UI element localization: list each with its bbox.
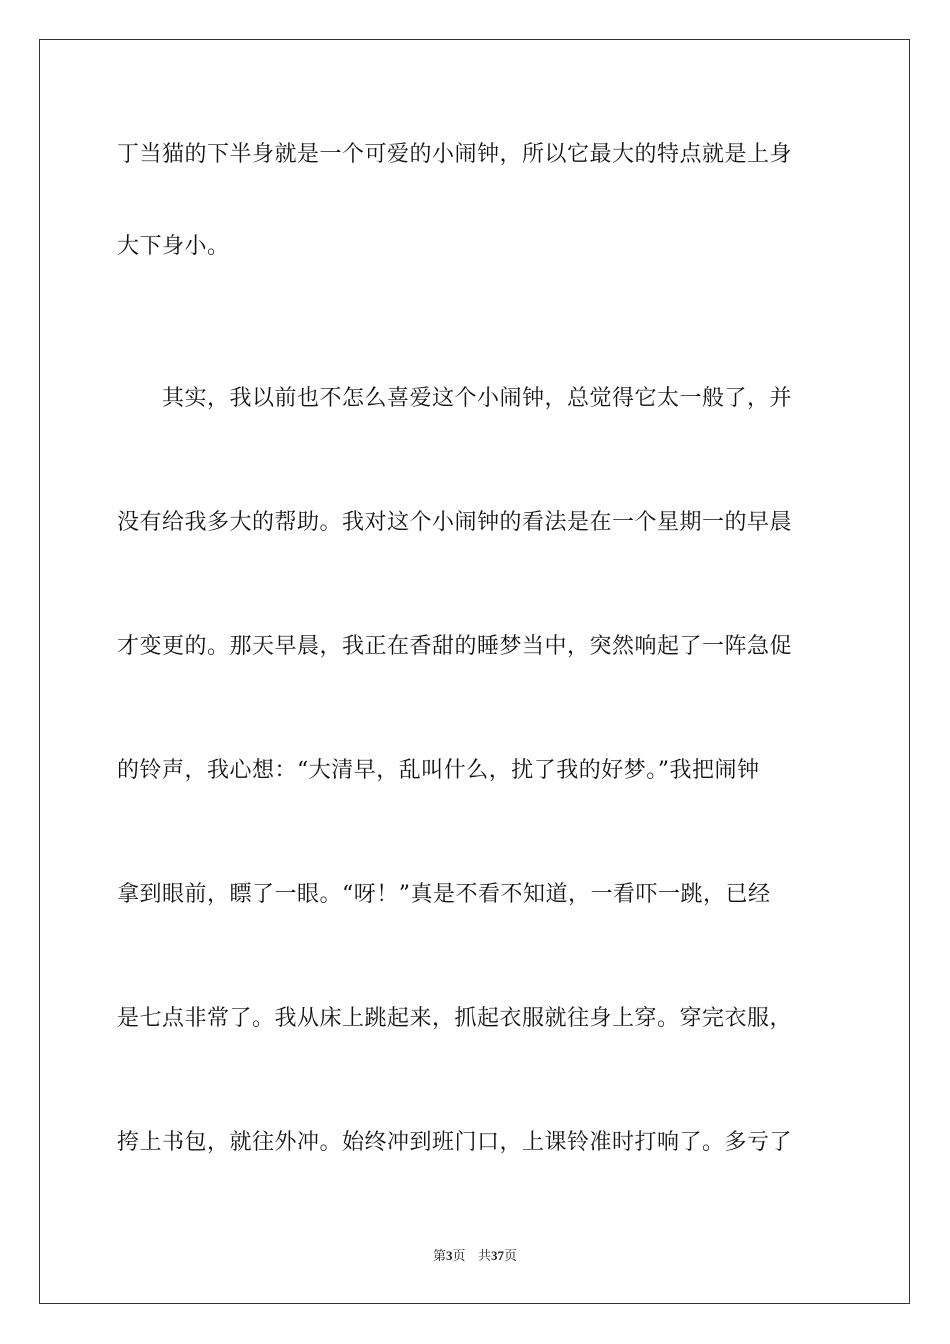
page-footer [0,1247,950,1266]
footer-page-number: 3 [446,1248,453,1263]
body-text-line: 的铃声，我心想：“大清早，乱叫什么，扰了我的好梦。”我把闹钟 [117,758,760,783]
body-text-line: 是七点非常了。我从床上跳起来，抓起衣服就往身上穿。穿完衣服， [117,1006,793,1031]
body-text-line: 其实，我以前也不怎么喜爱这个小闹钟，总觉得它太一般了，并 [117,386,793,411]
body-text-line: 大下身小。 [117,234,230,259]
body-text-line: 没有给我多大的帮助。我对这个小闹钟的看法是在一个星期一的早晨 [117,510,793,535]
body-text-line: 丁当猫的下半身就是一个可爱的小闹钟，所以它最大的特点就是上身 [117,142,793,167]
body-text-line: 才变更的。那天早晨，我正在香甜的睡梦当中，突然响起了一阵急促 [117,634,793,659]
page-border [39,39,910,1304]
footer-page-prefix: 第 [433,1249,447,1264]
footer-page-suffix: 页 [452,1249,466,1264]
body-text-line: 挎上书包，就往外冲。始终冲到班门口，上课铃准时打响了。多亏了 [117,1130,793,1155]
body-text-line: 拿到眼前，瞟了一眼。“呀！”真是不看不知道，一看吓一跳，已经 [117,882,771,907]
footer-total-suffix: 页 [503,1249,517,1264]
footer-total-prefix: 共 [477,1249,491,1264]
footer-total-pages: 37 [490,1248,504,1263]
